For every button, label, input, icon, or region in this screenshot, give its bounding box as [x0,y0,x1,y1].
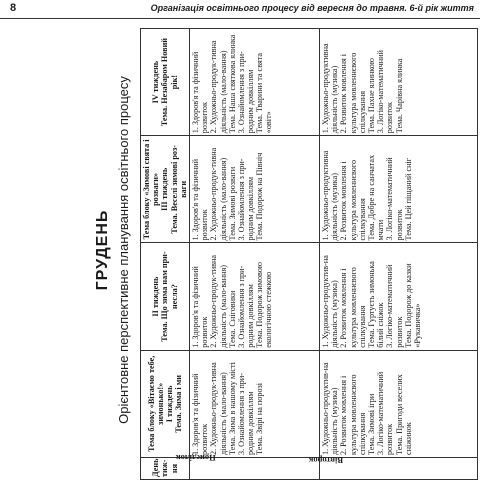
activity-line: Тема. Подорож до казки «Рукавичка» [403,263,422,348]
activity-line: 2. Розвиток мовлення і культура мовленнєвого спілкування [339,267,367,348]
activity-line: 3. Логіко-математичний розвиток [376,50,395,134]
activity-line: 3. Ознайомлення з при-родним довкіллям [236,158,256,241]
activity-cell [320,136,478,243]
day-label: Понеділок [175,452,216,463]
activity-cell [189,136,319,243]
activity-line: 2. Художньо-продук-тивна діяльність (мало-вання) [209,40,228,134]
activity-line: Тема. Добре на санчатах мчати [366,154,386,241]
activity-line: 2. Художньо-продук-тивна діяльність (мало-вання) [209,362,228,455]
running-title: Організація освітнього процесу від вересня до травня. 6-й рік життя [150,3,474,13]
activity-line: 2. Розвиток мовлення і культура мовленнєвого спілкування [339,52,367,134]
week-label: II тиждень [151,276,161,317]
activity-line: 3. Ознайомлення з при-родним довкіллям [236,372,256,455]
week-label: I тиждень [164,385,174,423]
activity-cell [320,350,478,457]
activity-line: Тема. Зимові ігри [366,393,376,455]
activity-line: 1. Художньо-продуктив-на діяльність (музика) [321,362,340,455]
day-label: Вівторок [308,455,344,466]
table-row [320,29,478,480]
rotated-content [12,20,492,480]
activity-line: Тема. Подорож зимовою екологічною стежкою [255,261,274,348]
table-header-row [141,29,190,480]
block-title: Тема блоку «Зимові свята і розваги» [142,139,161,240]
activity-line: 1. Здоров'я та фізичний розвиток [190,158,210,241]
column-header [141,350,190,457]
activity-line: 3. Ознайомлення з при-родним довкіллям [236,51,256,134]
activity-line: Тема. Наша святкова ялинка [227,34,237,134]
activity-line: 2. Художньо-продук-тивна діяльність (мало-вання) [209,147,228,241]
activity-cell [320,29,478,136]
day-header: День тиж-ня [141,458,190,480]
week-label: IV тиждень [151,60,161,104]
week-topic: Тема. Що зима нам при-несла? [160,251,179,342]
week-topic: Тема. Веселі зимові роз-ваги [169,145,188,234]
activity-line: Тема. Подорож на Північ [255,152,265,241]
plan-subtitle: Орієнтовне перспективне планування освітнього процесу [116,76,131,424]
page-number: 8 [10,2,17,14]
column-header [141,29,190,136]
activity-line: Тема. Звірі на порозі [255,382,265,455]
activity-line: 2. Розвиток мовлення і культура мовленнєвого спілкування [339,159,367,241]
activity-line: 2. Розвиток мовлення і культура мовленнєвого спілкування [339,374,367,455]
activity-line: Тема. Тварини та свята «овіт» [255,52,274,134]
activity-line: Тема. Цей піщаний сніг [403,157,413,241]
activity-line: Тема. Зимові розваги [227,166,237,241]
activity-line: 1. Здоров'я та фізичний розвиток [190,266,210,348]
activity-line: 3. Логіко-математичний розвиток [376,371,395,455]
activity-cell [189,350,319,457]
week-topic: Тема. Зима і ми [174,374,184,433]
activity-line: Тема. Пригоди веселих сніжинок [394,374,413,455]
week-topic: Тема. Незабаром Новий рік! [160,37,179,127]
column-header [141,243,190,350]
week-label: III тиждень [160,167,170,211]
activity-line: Тема. Пахне ялинкою [366,57,376,134]
activity-line: Тема. Зима в нашому місті [227,362,237,455]
activity-line: 1. Художньо-продуктивна діяльність (музика) [321,150,340,241]
month-title: ГРУДЕНЬ [94,209,111,291]
activity-line: Тема. Чарівна ялинка [394,58,404,134]
activity-line: Тема. Сніговики [227,290,237,348]
activity-line: 1. Здоров'я та фізичний розвиток [190,51,210,134]
day-cell [308,455,478,480]
activity-line: 3. Логіко-математичний розвиток [385,264,404,348]
column-header [141,136,190,243]
page-header [0,0,480,19]
planning-table [140,28,478,480]
activity-cell [189,29,319,136]
activity-line: 1. Художньо-продуктив-на діяльність (музика) [321,255,340,348]
activity-line: 2. Художньо-продук-тивна діяльність (мало-вання) [209,255,228,348]
day-cell [175,452,319,480]
activity-line: Тема. Гуртуєть зимонька білий сніжок [366,261,386,348]
activity-line: 1. Здоров'я та фізичний розвиток [190,373,210,455]
activity-cell [320,243,478,350]
activity-line: 3. Ознайомлення з при-родним довкіллям [236,265,256,348]
activity-line: 1. Художньо-продуктивна діяльність (музика) [321,43,340,134]
table-row [189,29,319,480]
block-title: Тема блоку «Вітаємо тебе, зимонько!» [146,355,165,453]
activity-line: 3. Логіко-математичний розвиток [385,157,404,241]
activity-cell [189,243,319,350]
